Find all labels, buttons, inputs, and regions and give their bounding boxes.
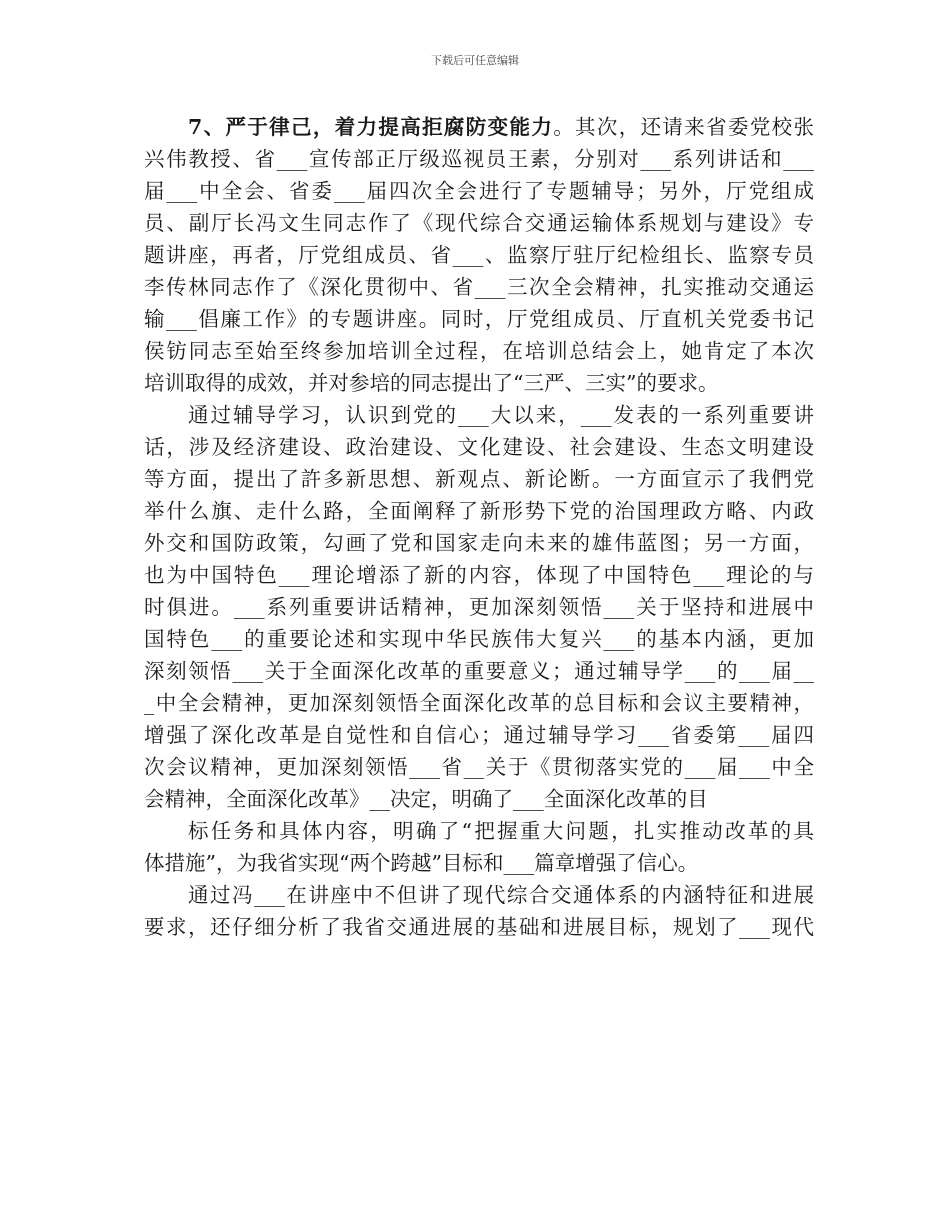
text-line: 体措施”，为我省实现“两个跨越”目标和___篇章增强了信心。 — [144, 851, 699, 875]
text-line: 要求，还仔细分析了我省交通进展的基础和进展目标，规划了___现代 — [144, 915, 814, 939]
bold-heading: 7、严于律己，着力提高拒腐防变能力 — [188, 115, 554, 139]
text-line: 举什么旗、走什么路，全面阐释了新形势下党的治国理政方略、内政 — [144, 499, 814, 523]
text-line: 标任务和具体内容，明确了“把握重大问题，扎实推动改革的具 — [188, 819, 814, 843]
text-line: 时俱进。___系列重要讲话精神，更加深刻领悟___关于坚持和进展中 — [144, 595, 814, 619]
page-header: 下载后可任意编辑 — [431, 54, 519, 67]
text-line: 等方面，提出了許多新思想、新观点、新论断。一方面宣示了我們党 — [144, 467, 814, 491]
text-line: 7、严于律己，着力提高拒腐防变能力。其次，还请来省委党校张 — [188, 115, 814, 139]
text-line: 外交和国防政策，勾画了党和国家走向未来的雄伟蓝图；另一方面， — [144, 531, 814, 555]
text-line: 次会议精神，更加深刻领悟___省__关于《贯彻落实党的___届___中全 — [144, 755, 814, 779]
text-line: 届___中全会、省委___届四次全会进行了专题辅导；另外，厅党组成 — [144, 179, 814, 203]
text-line: 会精神，全面深化改革》__决定，明确了___全面深化改革的目 — [144, 787, 708, 811]
text-line: 题讲座，再者，厅党组成员、省___、监察厅驻厅纪检组长、监察专员 — [144, 243, 814, 267]
text-line: 通过冯___在讲座中不但讲了现代综合交通体系的内涵特征和进展 — [188, 883, 814, 907]
document-body — [144, 111, 814, 943]
text-line: 李传林同志作了《深化贯彻中、省___三次全会精神，扎实推动交通运 — [144, 275, 814, 299]
text-line: 国特色___的重要论述和实现中华民族伟大复兴___的基本内涵，更加 — [144, 627, 814, 651]
text-line: 培训取得的成效，并对参培的同志提出了“三严、三实”的要求。 — [144, 371, 719, 395]
text-line: 话，涉及经济建设、政治建设、文化建设、社会建设、生态文明建设 — [144, 435, 814, 459]
text-line: _中全会精神，更加深刻领悟全面深化改革的总目标和会议主要精神， — [144, 691, 814, 715]
text-line: 深刻领悟___关于全面深化改革的重要意义；通过辅导学___的___届__ — [144, 659, 814, 683]
text-line: 通过辅导学习，认识到党的___大以来，___发表的一系列重要讲 — [188, 403, 814, 427]
text-line: 也为中国特色___理论增添了新的内容，体现了中国特色___理论的与 — [144, 563, 814, 587]
text-line: 兴伟教授、省___宣传部正厅级巡视员王素，分别对___系列讲话和___ — [144, 147, 814, 171]
text-line: 员、副厅长冯文生同志作了《现代综合交通运输体系规划与建设》专 — [144, 211, 814, 235]
text-line: 增强了深化改革是自觉性和自信心；通过辅导学习___省委第___届四 — [144, 723, 814, 747]
text-line: 输___倡廉工作》的专题讲座。同时，厅党组成员、厅直机关党委书记 — [144, 307, 814, 331]
text-line: 侯钫同志至始至终参加培训全过程，在培训总结会上，她肯定了本次 — [144, 339, 814, 363]
